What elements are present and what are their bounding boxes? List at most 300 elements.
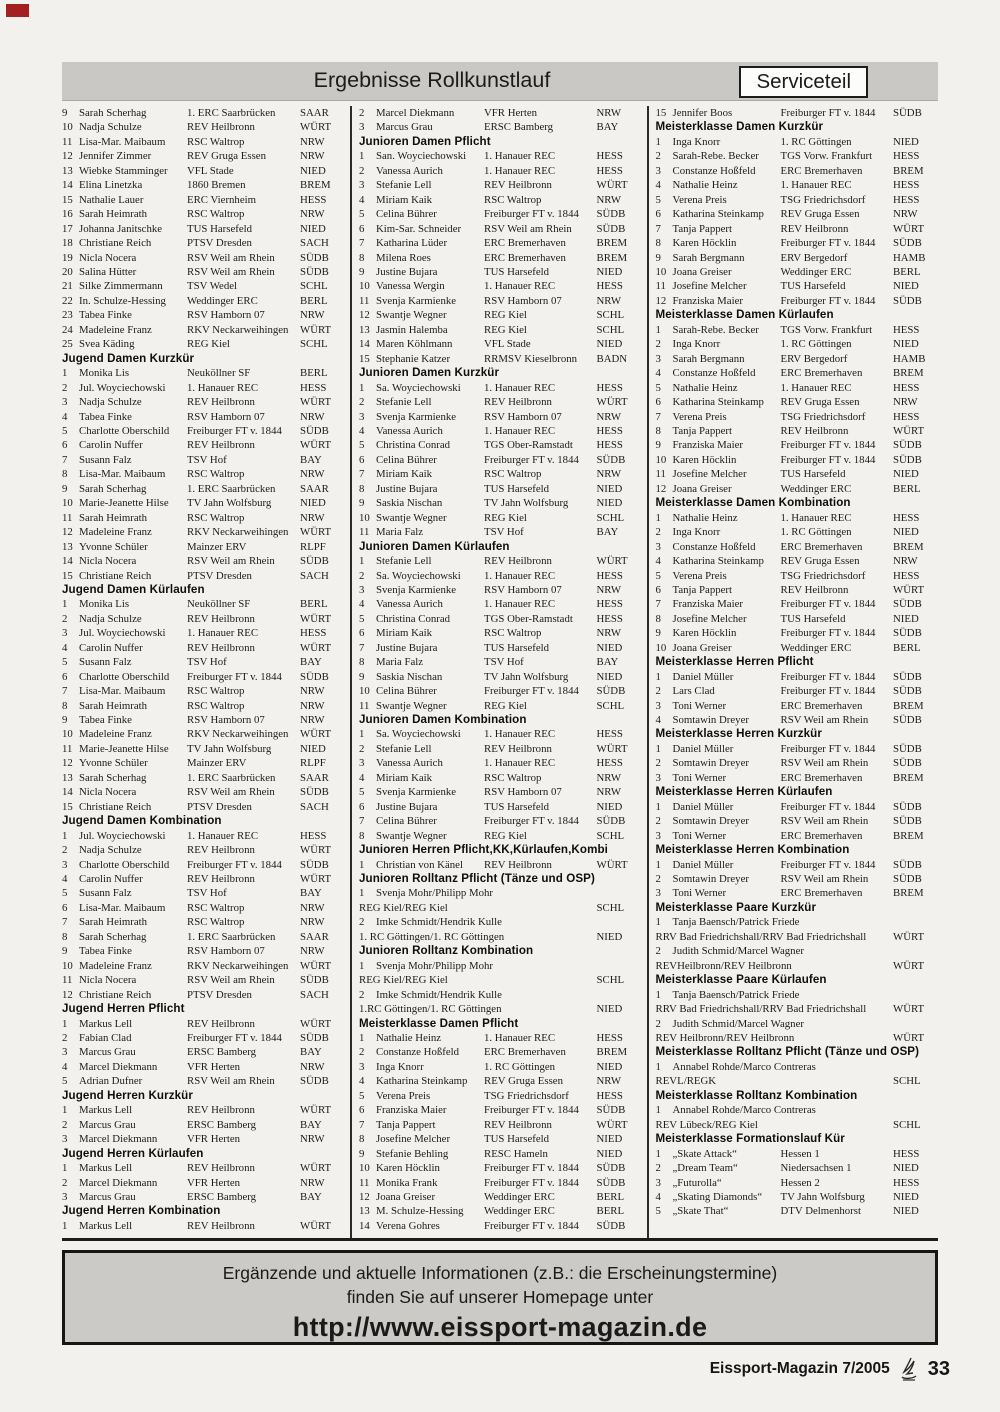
name-cell: Swantje Wegner [376,309,447,322]
region-cell: BERL [893,265,921,278]
result-row [62,366,345,380]
name-cell: Annabel Rohde/Marco Contreras [672,1104,816,1117]
club-cell: 1. Hanauer REC [187,829,259,842]
rank-cell: 4 [655,555,661,568]
name-cell: Marcel Diekmann [376,107,455,119]
name-cell: Markus Lell [79,1104,133,1117]
result-row [62,800,345,814]
club-cell: 1. Hanauer REC [484,164,556,177]
name-cell: Jul. Woyciechowski [79,627,166,640]
club-cell: 1. ERC Saarbrücken [187,771,276,784]
name-cell: Sarah Bergmann [672,251,745,264]
result-row [62,294,345,308]
rank-cell: 6 [359,453,365,466]
name-cell: Daniel Müller [672,800,734,813]
result-row [359,829,642,843]
club-cell: Freiburger FT v. 1844 [780,685,876,698]
result-row [359,1161,642,1175]
club-cell: RSV Weil am Rhein [187,1075,275,1088]
rank-cell: 19 [62,251,73,264]
name-cell: Christiane Reich [79,237,152,250]
rank-cell: 10 [359,685,370,698]
name-cell: Daniel Müller [672,742,734,755]
club-cell: RSV Weil am Rhein [187,265,275,278]
club-cell: ERC Bremerhaven [484,237,566,250]
region-cell: WÜRT [893,1003,925,1016]
result-row [656,236,939,250]
club-cell: TGS Ober-Ramstadt [484,612,573,625]
rank-cell: 10 [359,1162,370,1175]
name-cell: Franziska Maier [376,1104,447,1117]
club-cell: RSV Weil am Rhein [484,222,572,235]
region-cell: NIED [596,1003,623,1016]
result-row [62,381,345,395]
region-cell: SCHL [596,901,625,914]
region-cell: HESS [596,728,623,741]
rank-cell: 1 [359,555,365,568]
rank-cell: 14 [359,338,370,351]
club-cell: REV Heilbronn [187,641,255,654]
rank-cell: 10 [359,511,370,524]
result-row [359,149,642,163]
club-cell: RSV Weil am Rhein [780,815,869,828]
club-cell: 1. RC Göttingen [780,338,852,351]
name-cell: Katharina Steinkamp [672,555,764,568]
name-cell: Sarah-Rebe. Becker [672,323,759,336]
rank-cell: 6 [62,901,68,914]
result-row [359,1060,642,1074]
name-cell: Johanna Janitschke [79,222,163,235]
rank-cell: 1 [62,367,68,380]
rank-cell: 22 [62,294,73,307]
name-cell: „Skate That“ [672,1205,729,1218]
name-cell: Miriam Kaik [376,468,433,481]
region-cell: SÜDB [893,237,922,250]
result-row [656,294,939,308]
club-cell: ERC Bremerhaven [484,1046,566,1059]
name-cell: Franziska Maier [672,598,743,611]
name-cell: Carolin Nuffer [79,873,143,886]
result-row [359,164,642,178]
result-row-pair-clubs [656,1118,939,1132]
rank-cell: 5 [359,439,365,452]
result-row [359,814,642,828]
region-cell: HESS [596,1089,623,1102]
result-row-pair-names [656,944,939,958]
region-cell: NRW [893,396,918,409]
result-row-pair-clubs [656,930,939,944]
name-cell: Monika Lis [79,367,130,380]
club-cell: 1. Hanauer REC [484,728,556,741]
club-cell: REV Heilbronn/REV Heilbronn [655,1032,795,1044]
rank-cell: 2 [62,1176,68,1189]
name-cell: Svenja Mohr/Philipp Mohr [376,959,493,972]
rank-cell: 1 [62,1017,68,1030]
region-cell: SÜDB [893,757,922,770]
rank-cell: 4 [62,873,68,886]
club-cell: VFR Herten [187,1176,241,1189]
rank-cell: 8 [359,251,365,264]
rank-cell: 20 [62,265,73,278]
rank-cell: 3 [655,829,661,842]
name-cell: Nathalie Heinz [672,179,738,192]
rank-cell: 13 [359,323,370,336]
club-cell: RSV Hamborn 07 [484,410,562,423]
name-cell: Verena Gohres [376,1219,440,1232]
section-header: Meisterklasse Herren Pflicht [655,655,814,669]
rank-cell: 3 [359,410,365,423]
name-cell: Jul. Woyciechowski [79,829,166,842]
rank-cell: 2 [62,381,68,394]
rank-cell: 7 [62,685,68,698]
name-cell: Lars Clad [672,685,715,698]
result-row [62,641,345,655]
name-cell: Fabian Clad [79,1032,132,1044]
region-cell: HESS [596,1032,623,1044]
result-row [359,1176,642,1190]
region-cell: BERL [596,1205,625,1218]
region-cell: BERL [893,641,921,654]
name-cell: Swantje Wegner [376,511,447,524]
club-cell: TSV Hof [187,887,227,900]
region-cell: NIED [893,1190,919,1203]
result-row [359,323,642,337]
name-cell: Stefanie Lell [376,179,432,192]
club-cell: TV Jahn Wolfsburg [187,742,272,755]
name-cell: Constanze Hoßfeld [672,164,756,177]
region-cell: BERL [596,1190,625,1203]
rank-cell: 2 [655,338,661,351]
region-cell: SÜDB [300,974,329,987]
region-cell: HESS [893,150,920,163]
rank-cell: 6 [359,627,365,640]
region-cell: WÜRT [893,424,925,437]
club-cell: RSV Hamborn 07 [187,309,265,322]
region-cell: SÜDB [300,670,329,683]
region-cell: NIED [300,497,326,510]
serviceteil-label: Serviceteil [739,66,868,98]
section-header: Junioren Rolltanz Kombination [359,944,534,958]
region-cell: WÜRT [596,179,628,192]
page-title: Ergebnisse Rollkunstlauf [313,68,551,92]
rank-cell: 12 [655,294,667,307]
region-cell: SCHL [596,309,625,322]
rank-cell: 18 [62,237,73,250]
region-cell: SCHL [596,511,625,524]
result-row [62,771,345,785]
rank-cell: 6 [655,396,661,409]
name-cell: Sarah-Rebe. Becker [672,150,759,163]
name-cell: In. Schulze-Hessing [79,294,166,307]
rank-cell: 13 [62,164,73,177]
region-cell: NRW [300,901,325,914]
rank-cell: 23 [62,309,73,322]
region-cell: HESS [300,381,327,394]
rank-cell: 14 [62,179,73,192]
section-header: Jugend Damen Kürlaufen [62,582,205,596]
club-cell: TUS Harsefeld [484,1133,550,1146]
result-row-pair-clubs [656,1074,939,1088]
result-row [656,684,939,698]
rank-cell: 11 [62,974,73,987]
name-cell: Marie-Jeanette Hilse [79,497,169,510]
club-cell: Weddinger ERC [780,641,852,654]
rank-cell: 1 [655,858,661,871]
club-cell: ERC Bremerhaven [780,829,863,842]
result-row [656,366,939,380]
result-row [62,843,345,857]
result-row [62,337,345,351]
name-cell: Adrian Dufner [79,1075,143,1088]
region-cell: BAY [300,1118,322,1131]
result-row [62,236,345,250]
result-row [359,1132,642,1146]
region-cell: WÜRT [300,1104,332,1117]
region-cell: SÜDB [300,858,329,871]
name-cell: Marcus Grau [376,121,433,134]
rank-cell: 5 [655,1205,661,1218]
club-cell: Freiburger FT v. 1844 [780,858,876,871]
result-row [656,886,939,900]
region-cell: WÜRT [596,396,628,409]
rank-cell: 25 [62,338,73,351]
section-header: Meisterklasse Paare Kurzkür [655,900,817,914]
name-cell: Lisa-Mar. Maibaum [79,685,166,698]
club-cell: TGS Vorw. Frankfurt [780,150,873,163]
name-cell: Monika Frank [376,1176,438,1189]
rank-cell: 8 [62,699,68,712]
rank-cell: 15 [62,193,73,206]
club-cell: REV Heilbronn [484,179,552,192]
club-cell: Weddinger ERC [484,1205,555,1218]
club-cell: RSV Weil am Rhein [780,757,869,770]
name-cell: Nicla Nocera [79,555,137,568]
rank-cell: 5 [655,193,661,206]
club-cell: Freiburger FT v. 1844 [187,670,282,683]
result-row [62,1060,345,1074]
skate-logo-icon [897,1356,921,1382]
result-row [62,886,345,900]
result-row [62,901,345,915]
rank-cell: 1 [359,381,365,394]
club-cell: RSC Waltrop [187,468,245,481]
rank-cell: 2 [359,742,365,755]
region-cell: SÜDB [893,800,922,813]
rank-cell: 3 [655,540,661,553]
name-cell: Justine Bujara [376,265,438,278]
result-row [359,1045,642,1059]
club-cell: TUS Harsefeld [484,265,550,278]
rank-cell: 21 [62,280,73,293]
region-cell: NRW [300,685,325,698]
result-row [359,1147,642,1161]
result-row-pair-clubs [656,1031,939,1045]
club-cell: Freiburger FT v. 1844 [780,439,876,452]
section-header: Meisterklasse Paare Kürlaufen [655,973,827,987]
rank-cell: 9 [359,497,365,510]
result-row [656,858,939,872]
club-cell: TSV Hof [187,656,227,669]
result-row [359,1074,642,1088]
rank-cell: 7 [655,410,661,423]
region-cell: BAY [596,656,619,669]
result-row [359,265,642,279]
rank-cell: 8 [359,829,365,842]
region-cell: SÜDB [596,1104,626,1117]
name-cell: Vanessa Aurich [376,164,443,177]
club-cell: ERSC Bamberg [484,121,554,134]
club-cell: RSC Waltrop [187,685,245,698]
result-row [62,727,345,741]
region-cell: SCHL [893,1075,921,1088]
region-cell: NRW [300,410,325,423]
result-row [656,178,939,192]
rank-cell: 5 [359,208,365,221]
region-cell: WÜRT [596,1118,628,1131]
club-cell: RRV Bad Friedrichshall/RRV Bad Friedrichshall [655,930,867,943]
name-cell: Tanja Pappert [672,424,733,437]
region-cell: SCHL [596,829,625,842]
club-cell: REV Heilbronn [187,1017,255,1030]
result-row [656,756,939,770]
name-cell: Christina Conrad [376,439,451,452]
rank-cell: 7 [62,453,68,466]
name-cell: Imke Schmidt/Hendrik Kulle [376,916,502,929]
name-cell: Karen Höcklin [672,237,737,250]
region-cell: NIED [596,497,623,510]
rank-cell: 10 [62,497,73,510]
name-cell: Susann Falz [79,453,132,466]
name-cell: Katharina Lüder [376,237,448,250]
rank-cell: 1 [359,887,365,900]
result-row [359,641,642,655]
result-row [62,251,345,265]
region-cell: BREM [893,540,924,553]
rank-cell: 7 [359,815,365,828]
region-cell: NRW [300,468,325,481]
result-row [359,684,642,698]
club-cell: 1. ERC Saarbrücken [187,482,276,495]
region-cell: WÜRT [300,728,332,741]
result-row [62,699,345,713]
club-cell: 1. Hanauer REC [187,627,259,640]
club-cell: ERV Bergedorf [780,352,848,365]
club-cell: DTV Delmenhorst [780,1205,861,1218]
region-cell: HESS [893,1147,920,1160]
name-cell: Svea Käding [79,338,135,351]
name-cell: Josefine Melcher [672,612,747,625]
rank-cell: 4 [655,1190,661,1203]
club-cell: 1. Hanauer REC [484,757,556,770]
region-cell: HESS [893,193,920,206]
rank-cell: 5 [62,656,68,669]
name-cell: Inga Knorr [672,526,721,539]
region-cell: NRW [596,468,622,481]
club-cell: Freiburger FT v. 1844 [780,598,876,611]
name-cell: Stefanie Lell [376,396,432,409]
region-cell: NRW [300,1176,325,1189]
rank-cell: 9 [62,107,68,119]
name-cell: Miriam Kaik [376,627,433,640]
club-cell: Freiburger FT v. 1844 [780,627,876,640]
name-cell: Tanja Baensch/Patrick Friede [672,916,800,929]
club-cell: VFL Stade [484,338,531,351]
club-cell: Freiburger FT v. 1844 [187,1032,282,1044]
name-cell: Sarah Heimrath [79,208,148,221]
name-cell: Sa. Woyciechowski [376,569,461,582]
rank-cell: 11 [359,699,370,712]
name-cell: Jul. Woyciechowski [79,381,166,394]
result-row-pair-names [359,915,642,929]
region-cell: WÜRT [300,439,332,452]
club-cell: REV Heilbronn [187,844,255,857]
club-cell: VFL Stade [187,164,234,177]
club-cell: RSV Hamborn 07 [187,714,265,727]
info-line-1: Ergänzende und aktuelle Informationen (z.B.: die Erscheinungstermine) [222,1263,778,1283]
page-footer [710,1356,950,1382]
name-cell: Sarah Heimrath [79,699,148,712]
name-cell: Joana Greiser [376,1190,436,1203]
club-cell: RSV Weil am Rhein [187,555,275,568]
club-cell: 1.RC Göttingen/1. RC Göttingen [359,1003,502,1016]
rank-cell: 13 [62,771,73,784]
result-row [62,496,345,510]
name-cell: Toni Werner [672,829,727,842]
name-cell: Karen Höcklin [672,453,737,466]
club-cell: TV Jahn Wolfsburg [187,497,272,510]
region-cell: BAY [300,656,322,669]
rank-cell: 1 [655,800,661,813]
section-header: Junioren Damen Kombination [359,713,527,727]
club-cell: 1. Hanauer REC [484,569,556,582]
result-row [62,193,345,207]
red-corner-mark [6,4,29,17]
region-cell: SCHL [596,699,625,712]
region-cell: SÜDB [893,107,922,119]
rank-cell: 7 [655,222,661,235]
region-cell: NIED [893,526,919,539]
region-cell: HAMB [893,352,926,365]
name-cell: Markus Lell [79,1219,133,1232]
result-row [62,829,345,843]
region-cell: WÜRT [300,641,332,654]
club-cell: RSC Waltrop [187,511,245,524]
club-cell: Weddinger ERC [780,482,852,495]
region-cell: WÜRT [300,1219,332,1232]
rank-cell: 2 [359,916,365,929]
region-cell: NRW [300,1060,325,1073]
name-cell: Daniel Müller [672,858,734,871]
rank-cell: 6 [359,800,365,813]
result-row [62,1176,345,1190]
rank-cell: 3 [655,1176,661,1189]
club-cell: REV Heilbronn [780,222,849,235]
rank-cell: 8 [359,656,365,669]
region-cell: NIED [300,222,326,235]
club-cell: 1. Hanauer REC [780,381,852,394]
club-cell: VFR Herten [187,1060,241,1073]
club-cell: TSG Friedrichsdorf [780,193,866,206]
rank-cell: 3 [655,887,661,900]
result-row [656,540,939,554]
rank-cell: 5 [655,569,661,582]
club-cell: TUS Harsefeld [484,641,550,654]
result-row [359,395,642,409]
region-cell: HAMB [893,251,926,264]
name-cell: Jennifer Boos [672,107,733,119]
name-cell: Charlotte Oberschild [79,858,170,871]
results-column-3 [647,106,939,1238]
